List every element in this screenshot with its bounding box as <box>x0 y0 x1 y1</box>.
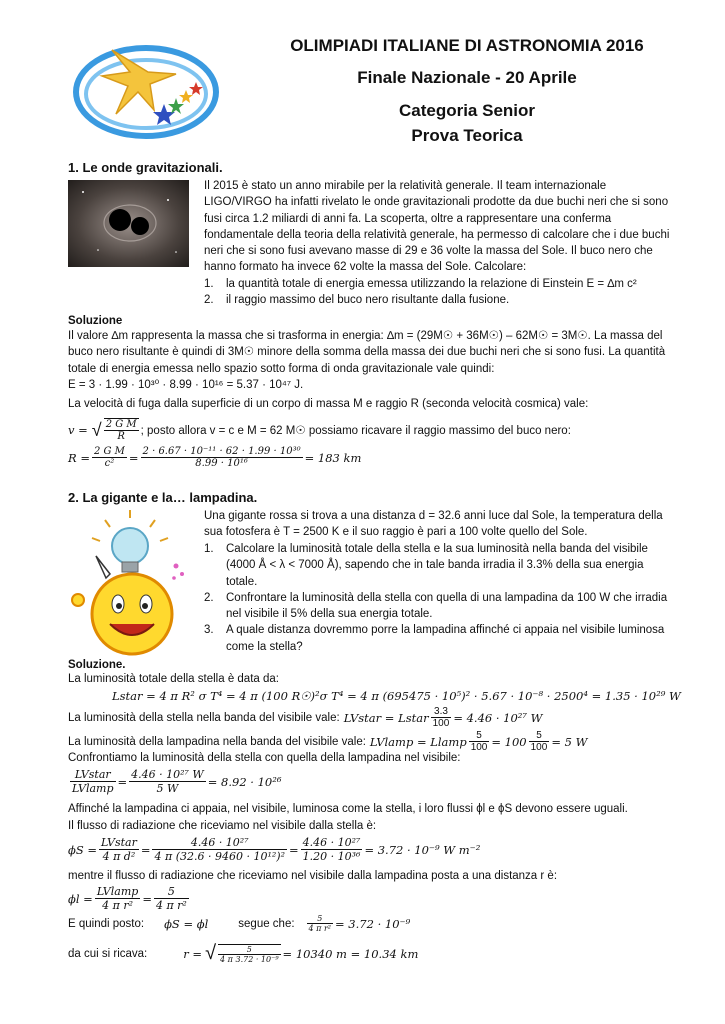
smiley-lightbulb-icon <box>70 508 192 658</box>
list-item <box>204 622 682 655</box>
section1-solution-text <box>68 328 682 377</box>
ratio-equation: $\frac{\text{LVstar}}{\text{LVlamp}}$ = $\frac{\text{4.46 · 10²⁷ W}}{5 W}$ = 8.92 · 10²⁶ <box>72 768 282 795</box>
lamp-luminosity-line: La luminosità della lampadina nella banda del visibile vale: LVlamp = Llamp $\frac{5}{100}$ = 100 $\frac{5}{100}$ = 5 W <box>68 730 588 753</box>
posto-line: E quindi posto: ϕS = ϕl segue che: $\frac{5}{\text{4 π r²}}$ = 3.72 · 10⁻⁹ <box>68 914 411 933</box>
section2-title: 2. La gigante e la… lampadina. <box>68 490 258 505</box>
section2-solution-title: Soluzione. <box>68 659 126 671</box>
page-subtitle: Finale Nazionale - 20 Aprile <box>357 68 577 87</box>
lamp-flux-equation: ϕl = $\frac{\text{LVlamp}}{\text{4 π r²}}$ = $\frac{5}{\text{4 π r²}}$ <box>68 885 187 912</box>
list-number: 3. <box>204 624 214 637</box>
list-number: 2. <box>204 591 214 604</box>
energy-equation: E = 3 · 1.99 · 10³⁰ · 8.99 · 10¹⁶ = 5.37 · 10⁴⁷ J. <box>68 379 304 391</box>
black-hole-image-icon <box>68 180 189 267</box>
list-item <box>204 541 682 590</box>
list-item-line: totale. <box>226 575 258 588</box>
flux-text: Affinché la lampadina ci appaia, nel visibile, luminosa come la stella, i loro flussi ϕl e ϕS devono essere uguali. <box>68 803 628 815</box>
section1-title: 1. Le onde gravitazionali. <box>68 160 223 175</box>
paragraph-line: fondamentale della teoria della relatività generale, ha permesso di calcolare che i due buchi <box>204 228 670 241</box>
paragraph-line: fusi circa 1.2 miliardi di anni fa. La scoperta, oltre a rappresentare una conferma <box>204 212 612 225</box>
radius-equation: R = $\frac{\text{2 G M}}{\text{c²}}$ = $\frac{\text{2 · 6.67 · 10⁻¹¹ · 62 · 1.99 · 10³⁰}}{\text{8.99 · 10¹⁶}}$ = 183 km <box>68 446 362 469</box>
paragraph-line: Una gigante rossa si trova a una distanza d = 32.6 anni luce dal Sole, la temperatura della <box>204 510 663 522</box>
section1-intro <box>204 178 678 276</box>
paragraph-line: Il 2015 è stato un anno mirabile per la relatività generale. Il team internazionale <box>204 180 607 192</box>
list-item-line: Confrontare la luminosità della stella con quella di una lampadina da 100 W che irradia <box>226 591 668 604</box>
paragraph-line: LIGO/VIRGO ha infatti rivelato le onde gravitazionali prodotte da due buchi neri che si sono <box>204 196 669 209</box>
luminosity-equation: Lstar = 4 π R² σ T⁴ = 4 π (100 R☉)²σ T⁴ = 4 π (695475 · 10⁵)² · 5.67 · 10⁻⁸ · 2500⁴ = 1.35 · 10²⁹ W <box>112 689 681 703</box>
list-item <box>204 590 682 623</box>
flux-lamp-text: mentre il flusso di radiazione che riceviamo nel visibile dalla lampadina posta a una distanza r è: <box>68 870 558 882</box>
list-item: 2. il raggio massimo del buco nero risultante dalla fusione. <box>204 292 684 308</box>
category-heading: Categoria Senior <box>398 101 536 120</box>
paragraph-line: totale di energia emessa nello spazio sotto forma di onda gravitazionale vale quindi: <box>68 362 495 375</box>
section1-solution-title: Soluzione <box>68 315 123 327</box>
paragraph-line: neri che si sono fusi avevano masse di 29 e 36 volte la massa del Sole. Il buco nero che <box>204 245 653 258</box>
test-heading: Prova Teorica <box>411 126 523 145</box>
compare-text: Confrontiamo la luminosità della stella con quella della lampadina nel visibile: <box>68 752 461 764</box>
list-number: 1. <box>204 543 214 555</box>
velocity-equation: v = √ $\frac{\text{2 G M}}{R}$ ; posto allora v = c e M = 62 M☉ possiamo ricavare il raggio massimo del buco nero: <box>68 419 571 442</box>
list-number: 1. <box>204 278 214 290</box>
paragraph-line: sua fotosfera è T = 2500 K e il suo raggio è pari a 100 volte quello del Sole. <box>204 526 588 539</box>
flux-star-text: Il flusso di radiazione che riceviamo nel visibile dalla stella è: <box>68 820 377 832</box>
list-item-line: (4000 Å < λ < 7000 Å), sapendo che in tale banda irradia il 3.3% della sua energia <box>226 559 644 572</box>
paragraph-line: buco nero risultante è quindi di 3M☉ minore della somma della massa dei due buchi neri che si sono fusi. La quantità <box>68 346 666 359</box>
escape-velocity-text: La velocità di fuga dalla superficie di un corpo di massa M e raggio R (seconda velocità cosmica) vale: <box>68 398 589 410</box>
section1-list <box>204 276 684 309</box>
page-title: OLIMPIADI ITALIANE DI ASTRONOMIA 2016 <box>290 36 644 55</box>
section2-intro <box>204 508 678 541</box>
paragraph-line: Il valore ∆m rappresenta la massa che si trasforma in energia: ∆m = (29M☉ + 36M☉) – 62M☉ = 3M☉. La massa del <box>68 330 663 342</box>
visible-luminosity-line: La luminosità della stella nella banda del visibile vale: LVstar = Lstar $\frac{3.3}{100}$ = 4.46 · 10²⁷ W <box>68 706 543 729</box>
list-item: 1. la quantità totale di energia emessa utilizzando la relazione di Einstein E = ∆m c² <box>204 276 684 292</box>
list-number: 2. <box>204 294 214 307</box>
list-item-line: nel visibile il 5% della sua energia totale. <box>226 608 433 621</box>
starfish-logo-icon <box>72 34 220 142</box>
star-flux-equation: ϕS = $\frac{\text{LVstar}}{\text{4 π d²}}$ = $\frac{\text{4.46 · 10²⁷}}{\text{4 π (32.6 · 9460 · 10¹²)²}}$ = $\frac{\text{4.46 · 10²⁷}}{\text{1.20 · 10³⁶}}$ = 3.72 · 10⁻⁹ W m⁻² <box>68 836 481 863</box>
section2-list <box>204 541 682 655</box>
luminosity-intro: La luminosità totale della stella è data da: <box>68 673 279 685</box>
list-item-line: come la stella? <box>226 640 303 653</box>
list-item-line: Calcolare la luminosità totale della stella e la sua luminosità nella banda del visibile <box>226 543 648 555</box>
paragraph-line: hanno formato ha invece 62 volte la massa del Sole. Calcolare: <box>204 261 527 274</box>
list-item-line: A quale distanza dovremmo porre la lampadina affinché ci appaia nel visibile luminosa <box>226 624 665 637</box>
ricava-line: da cui si ricava: r = √ $\frac{5}{\text{4 π 3.72 · 10⁻⁹}}$ = 10340 m = 10.34 km <box>68 942 419 964</box>
